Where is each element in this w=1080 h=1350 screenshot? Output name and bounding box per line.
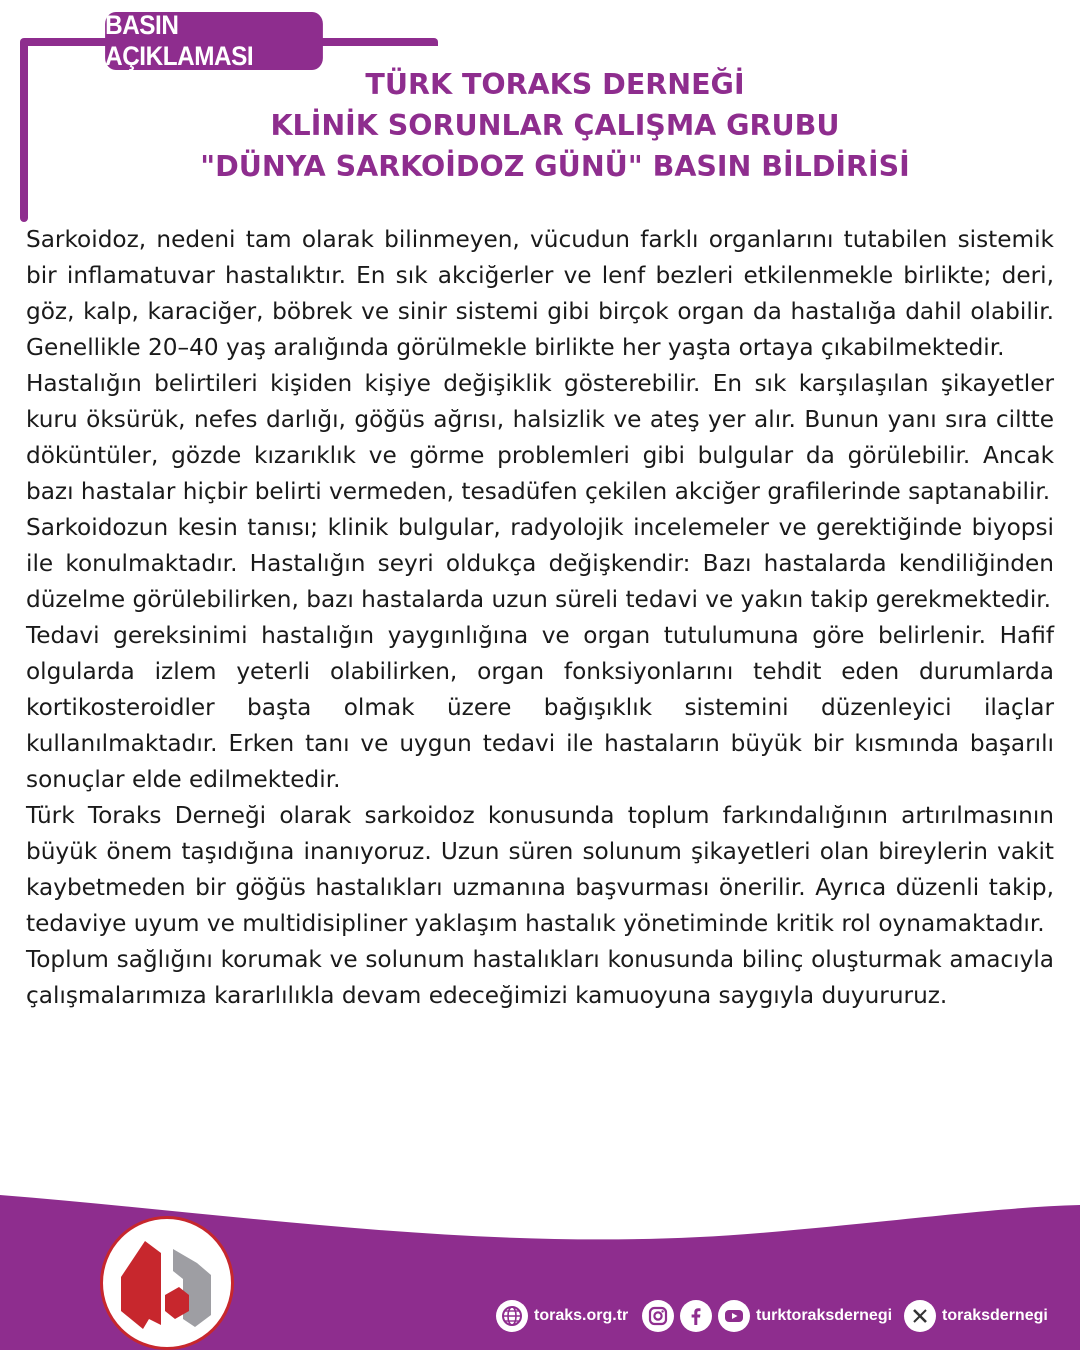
x-icon xyxy=(904,1300,936,1332)
paragraph: Sarkoidozun kesin tanısı; klinik bulgular, radyolojik incelemeler ve gerektiğinde biyopsi ile konulmaktadır. Hastalığın seyri oldukça değişkendir: Bazı hastalarda kendiliğinden düzelme görülebilirken, bazı hastalarda uzun süreli tedavi ve yakın takip gerekmektedir. xyxy=(26,514,1054,613)
instagram-icon[interactable] xyxy=(642,1300,674,1332)
website-link[interactable] xyxy=(496,1296,628,1336)
title-line: TÜRK TORAKS DERNEĞİ xyxy=(365,68,745,101)
page-title xyxy=(140,64,970,187)
website-text: toraks.org.tr xyxy=(534,1307,629,1324)
paragraph: Türk Toraks Derneği olarak sarkoidoz konusunda toplum farkındalığının artırılmasının büyük önem taşıdığına inanıyoruz. Uzun süren solunum şikayetleri olan bireylerin vakit kaybetmeden bir göğüs hastalıkları uzmanına başvurması önerilir. Ayrıca düzenli takip, tedaviye uyum ve multidisipliner yaklaşım hastalık yönetiminde kritik rol oynamaktadır. xyxy=(26,802,1054,937)
social-handle-text: turktoraksdernegi xyxy=(756,1307,893,1324)
social-links xyxy=(642,1296,892,1336)
society-logo xyxy=(100,1216,234,1350)
title-line: "DÜNYA SARKOİDOZ GÜNÜ" BASIN BİLDİRİSİ xyxy=(200,150,910,183)
paragraph: Tedavi gereksinimi hastalığın yaygınlığına ve organ tutulumuna göre belirlenir. Hafif olgularda izlem yeterli olabilirken, organ fonksiyonlarını tehdit eden durumlarda kortikosteroidler başta olmak üzere bağışıklık sistemini düzenleyici ilaçlar kullanılmaktadır. Erken tanı ve uygun tedavi ile hastaların büyük bir kısmında başarılı sonuçlar elde edilmektedir. xyxy=(26,622,1054,793)
globe-icon xyxy=(496,1300,528,1332)
press-release-body xyxy=(26,222,1054,1014)
badge-label: BASIN AÇIKLAMASI xyxy=(105,10,254,71)
paragraph: Toplum sağlığını korumak ve solunum hastalıkları konusunda bilinç oluşturmak amacıyla çalışmalarımıza kararlılıkla devam edeceğimizi kamuoyuna saygıyla duyururuz. xyxy=(26,946,1054,1009)
x-handle-text: toraksdernegi xyxy=(942,1307,1048,1324)
title-line: KLİNİK SORUNLAR ÇALIŞMA GRUBU xyxy=(270,109,840,142)
paragraph: Sarkoidoz, nedeni tam olarak bilinmeyen, vücudun farklı organlarını tutabilen sistemik bir inflamatuvar hastalıktır. En sık akciğerler ve lenf bezleri etkilenmekle birlikte; deri, göz, kalp, karaciğer, böbrek ve sinir sistemi gibi birçok organ da hastalığa dahil olabilir. Genellikle 20–40 yaş aralığında görülmekle birlikte her yaşta ortaya çıkabilmektedir. xyxy=(26,226,1054,361)
x-link[interactable] xyxy=(904,1296,1048,1336)
press-release-badge xyxy=(105,12,323,70)
youtube-icon[interactable] xyxy=(718,1300,750,1332)
lungs-logo-icon xyxy=(103,1219,231,1347)
paragraph: Hastalığın belirtileri kişiden kişiye değişiklik gösterebilir. En sık karşılaşılan şikayetler kuru öksürük, nefes darlığı, göğüs ağrısı, halsizlik ve ateş yer alır. Bunun yanı sıra ciltte döküntüler, gözde kızarıklık ve görme problemleri gibi bulgular da görülebilir. Ancak bazı hastalar hiçbir belirti vermeden, tesadüfen çekilen akciğer grafilerinde saptanabilir. xyxy=(26,370,1054,505)
facebook-icon[interactable] xyxy=(680,1300,712,1332)
frame-left-line xyxy=(20,38,28,222)
